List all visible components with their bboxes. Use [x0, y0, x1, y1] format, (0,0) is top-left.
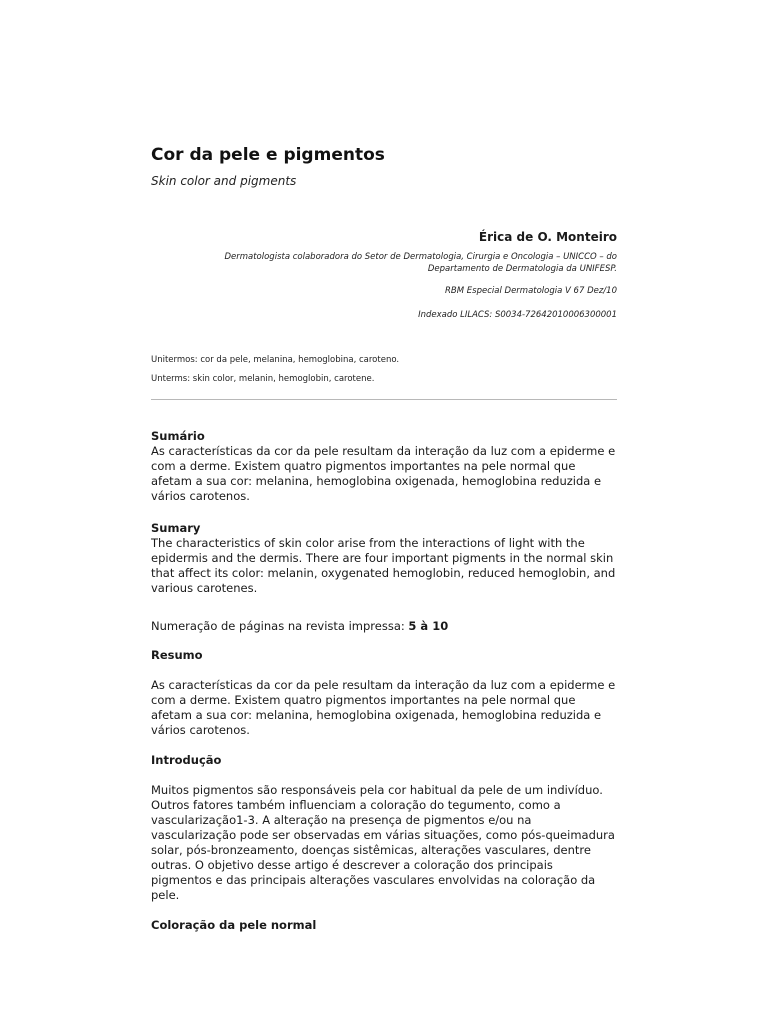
- sumario-text: As características da cor da pele resultam da interação da luz com a epiderme e com a derme. Existem quatro pigmentos importantes na pele normal que afetam a sua cor: melanina, hemoglobina oxigenada, hemoglobina reduzida e vários carotenos.: [151, 444, 616, 503]
- article-subtitle: Skin color and pigments: [151, 174, 297, 188]
- coloracao-heading: Coloração da pele normal: [151, 918, 317, 932]
- page-numbering-value: 5 à 10: [408, 619, 449, 633]
- affiliation-line-1: Dermatologista colaboradora do Setor de Dermatologia, Cirurgia e Oncologia – UNICCO – do: [224, 252, 617, 262]
- index-reference: Indexado LILACS: S0034-72642010006300001: [418, 310, 617, 320]
- keywords-pt: Unitermos: cor da pele, melanina, hemoglobina, caroteno.: [151, 355, 400, 365]
- sumary-text: The characteristics of skin color arise from the interactions of light with the epidermis and the dermis. There are four important pigments in the normal skin that affect its color: melanin, oxygenated hemoglobin, reduced hemoglobin, and various carotenes.: [151, 536, 616, 595]
- sumario-heading: Sumário: [151, 429, 205, 443]
- divider: [151, 399, 617, 400]
- article-body: [151, 144, 617, 933]
- keywords-en: Unterms: skin color, melanin, hemoglobin, carotene.: [151, 374, 375, 384]
- introducao-heading: Introdução: [151, 753, 222, 767]
- resumo-text: As características da cor da pele resultam da interação da luz com a epiderme e com a derme. Existem quatro pigmentos importantes na pele normal que afetam a sua cor: melanina, hemoglobina oxigenada, hemoglobina reduzida e vários carotenos.: [151, 678, 616, 737]
- journal-reference: RBM Especial Dermatologia V 67 Dez/10: [445, 286, 617, 296]
- page-numbering: [151, 619, 617, 634]
- sumary-heading: Sumary: [151, 521, 201, 535]
- affiliation-line-2: Departamento de Dermatologia da UNIFESP.: [427, 264, 617, 274]
- introducao-text: Muitos pigmentos são responsáveis pela cor habitual da pele de um indivíduo. Outros fatores também influenciam a coloração do tegumento, como a vascularização1-3. A alteração na presença de pigmentos e/ou na vascularização pode ser observadas em várias situações, como pós-queimadura solar, pós-bronzeamento, doenças sistêmicas, alterações vasculares, dentre outras. O objetivo desse artigo é descrever a coloração dos principais pigmentos e das principais alterações vasculares envolvidas na coloração da pele.: [151, 783, 615, 902]
- author-name: Érica de O. Monteiro: [478, 230, 617, 244]
- resumo-heading: Resumo: [151, 648, 203, 662]
- page-numbering-label: Numeração de páginas na revista impressa:: [151, 619, 405, 633]
- author-affiliation: [151, 251, 617, 275]
- article-title: Cor da pele e pigmentos: [151, 145, 385, 165]
